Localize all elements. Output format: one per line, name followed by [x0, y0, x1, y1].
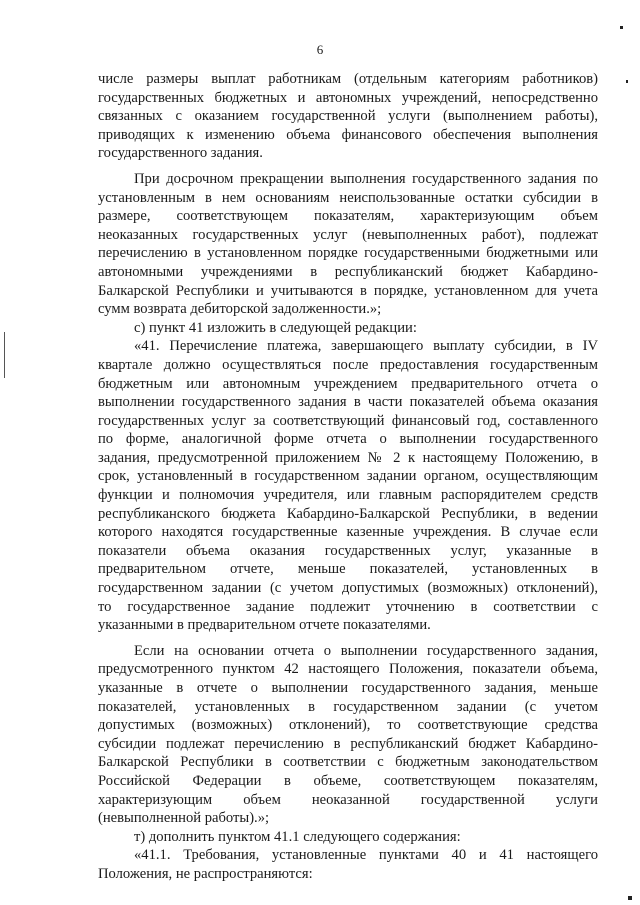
text-line: то государственное задание подлежит уточнению в соответствии с [98, 598, 598, 615]
text-line: т) дополнить пунктом 41.1 следующего содержания: [134, 828, 461, 845]
document-body [98, 70, 598, 884]
paragraph-clause-41-1 [98, 846, 598, 883]
text-line: государственного задания. [98, 145, 263, 162]
paragraph-early-termination [98, 170, 598, 319]
text-line: предварительном отчете, меньше показателей, установленных в [98, 561, 598, 578]
scan-mark [626, 80, 628, 83]
text-line: допустимых (возможных) отклонений), то соответствующие средства [98, 717, 598, 734]
text-line: по форме, аналогичной форме отчета о выполнении государственного [98, 431, 598, 448]
text-line: характеризующим объем неоказанной государственной услуги [98, 791, 598, 808]
text-line: указанные в отчете о выполнении государственного задания, меньше [98, 680, 598, 696]
text-line: выполнении государственного задания в части показателей объема оказания [98, 394, 598, 411]
text-line: Российской Федерации в объеме, соответствующем показателям, [98, 772, 598, 789]
text-line: «41.1. Требования, установленные пунктами 40 и 41 настоящего [134, 847, 598, 864]
text-line: «41. Перечисление платежа, завершающего выплату субсидии, в IV [134, 338, 598, 355]
text-line: При досрочном прекращении выполнения государственного задания по [134, 170, 598, 187]
text-line: перечислению в установленном порядке государственными бюджетными или [98, 245, 598, 262]
text-line: бюджетным или автономным учреждением предварительного отчета о [98, 375, 598, 392]
text-line: Балкарской Республики в соответствии с бюджетным законодательством [98, 754, 598, 771]
text-line: Если на основании отчета о выполнении государственного задания, [134, 642, 598, 659]
paragraph-clause-41 [98, 337, 598, 635]
paragraph-continuation [98, 70, 598, 163]
text-line: Балкарской Республики и учитываются в порядке, установленном для учета [98, 282, 598, 299]
scan-mark [620, 26, 623, 29]
text-line: квартале должно осуществляться после предоставления государственным [98, 356, 598, 373]
text-line: (невыполненной работы).»; [98, 810, 270, 827]
text-line: которого находятся государственные казенные учреждения. В случае если [98, 524, 598, 541]
scan-mark [4, 332, 5, 378]
page-number: 6 [316, 42, 324, 57]
text-line: государственных бюджетных и автономных учреждений, непосредственно [98, 89, 598, 106]
text-line: Положения, не распространяются: [98, 865, 313, 882]
text-line: предусмотренного пунктом 42 настоящего Положения, показатели объема, [98, 661, 598, 678]
text-line: приводящих к изменению объема финансового обеспечения выполнения [98, 126, 598, 143]
text-line: субсидии подлежат перечислению в республиканский бюджет Кабардино- [98, 735, 598, 752]
text-line: автономными учреждениями в республиканский бюджет Кабардино- [98, 263, 598, 280]
scan-mark [628, 896, 632, 900]
text-line: сумм возврата дебиторской задолженности.»; [98, 301, 382, 318]
text-line: государственных услуг за соответствующий финансовый год, составленного [98, 412, 598, 429]
text-line: установленным в нем основаниям неиспользованные остатки субсидии в [98, 189, 598, 206]
text-line: государственном задании (с учетом допустимых (возможных) отклонений), [98, 580, 598, 597]
text-line: задания, предусмотренной приложением № 2 к настоящему Положению, в [98, 449, 598, 466]
text-line: республиканского бюджета Кабардино-Балкарской Республики, в ведении [98, 505, 598, 522]
text-line: показатели объема оказания государственных услуг, указанные в [98, 542, 598, 559]
text-line: числе размеры выплат работникам (отдельным категориям работников) [98, 71, 598, 87]
paragraph-item-s [98, 319, 598, 338]
text-line: с) пункт 41 изложить в следующей редакции: [134, 319, 417, 336]
paragraph-item-t [98, 828, 598, 847]
text-line: показателей, установленных в государственном задании (с учетом [98, 698, 598, 715]
text-line: неоказанных государственных услуг (невыполненных работ), подлежат [98, 226, 598, 243]
text-line: размере, соответствующем показателям, характеризующим объем [98, 208, 598, 225]
text-line: функции и полномочия учредителя, или главным распорядителем средств [98, 487, 598, 504]
text-line: указанными в предварительном отчете показателями. [98, 617, 431, 634]
text-line: срок, установленный в государственном задании органом, осуществляющим [98, 468, 598, 485]
paragraph-report-based [98, 642, 598, 828]
text-line: связанных с оказанием государственной услуги (выполнением работы), [98, 108, 598, 125]
